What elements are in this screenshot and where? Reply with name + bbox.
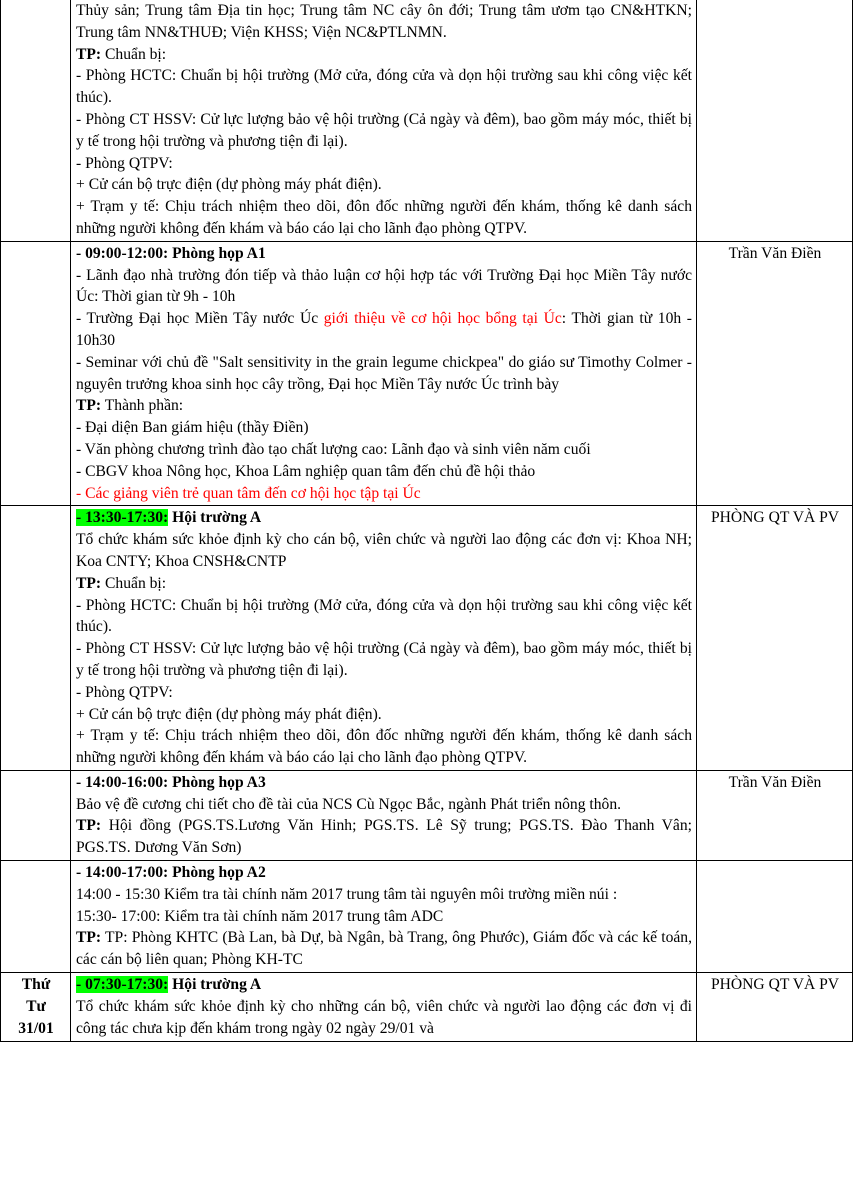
task-qtpv-medical: + Trạm y tế: Chịu trách nhiệm theo dõi, đôn đốc những người đến khám, thống kê danh sách những người không đến khám và báo cáo lại cho lãnh đạo phòng QTPV. xyxy=(76,198,692,237)
day-cell xyxy=(1,973,71,1042)
task-qtpv: - Phòng QTPV: xyxy=(76,154,173,172)
event-description: Bảo vệ đề cương chi tiết cho đề tài của NCS Cù Ngọc Bắc, ngành Phát triển nông thôn. xyxy=(76,795,622,813)
event-line: - Lãnh đạo nhà trường đón tiếp và thảo luận cơ hội hợp tác với Trường Đại học Miền Tây nước Úc: Thời gian từ 9h - 10h xyxy=(76,266,692,306)
tp-line xyxy=(76,573,692,595)
tp-text: Thành phần: xyxy=(101,397,184,415)
highlight-red-text: giới thiệu về cơ hội học bổng tại Úc xyxy=(323,310,562,328)
event-heading: - 14:00-16:00: Phòng họp A3 xyxy=(76,773,266,791)
tp-line xyxy=(76,395,692,417)
event-line: - Seminar với chủ đề "Salt sensitivity in the grain legume chickpea" do giáo sư Timothy Colmer - nguyên trưởng khoa sinh học cây trồng, Đại học Miền Tây nước Úc trình bày xyxy=(76,353,692,393)
day-cell xyxy=(1,0,71,241)
day-name: Thứ xyxy=(21,976,51,994)
participant-dash: - xyxy=(76,484,86,502)
content-cell xyxy=(71,241,697,506)
tp-text: Chuẩn bị: xyxy=(101,45,167,63)
tp-text: Hội đồng (PGS.TS.Lương Văn Hinh; PGS.TS. Lê Sỹ trung; PGS.TS. Đào Thanh Vân; PGS.TS. Dương Văn Sơn) xyxy=(76,817,692,857)
tp-label: TP: xyxy=(76,929,102,947)
host-cell: PHÒNG QT VÀ PV xyxy=(697,973,853,1042)
task-cthssv: - Phòng CT HSSV: Cử lực lượng bảo vệ hội trường (Cả ngày và đêm), bao gồm máy móc, thiết bị y tế trong hội trường và phương tiện đi lại). xyxy=(76,640,692,679)
event-place: Hội trường A xyxy=(168,509,262,527)
content-cell xyxy=(71,861,697,973)
tp-label: TP: xyxy=(76,397,102,415)
participant-line: - Văn phòng chương trình đào tạo chất lượng cao: Lãnh đạo và sinh viên năm cuối xyxy=(76,440,591,458)
tp-line xyxy=(76,44,692,66)
day-cell xyxy=(1,861,71,973)
tp-line xyxy=(76,927,692,971)
event-description: Tổ chức khám sức khỏe định kỳ cho những cán bộ, viên chức và người lao động các đơn vị đi công tác chưa kịp đến khám trong ngày 02 ngày 29/01 và xyxy=(76,997,692,1037)
tp-text: Chuẩn bị: xyxy=(101,574,167,592)
host-cell: Trần Văn Điền xyxy=(697,241,853,506)
schedule-row xyxy=(1,770,853,860)
task-hctc: - Phòng HCTC: Chuẩn bị hội trường (Mở cửa, đóng cửa và dọn hội trường sau khi công việc kết thúc). xyxy=(76,596,692,636)
content-cell xyxy=(71,770,697,860)
event-time-highlight: - 07:30-17:30: xyxy=(76,976,169,994)
tp-label: TP: xyxy=(76,574,102,592)
participant-line: - CBGV khoa Nông học, Khoa Lâm nghiệp quan tâm đến chủ đề hội thảo xyxy=(76,462,536,480)
event-line: 14:00 - 15:30 Kiểm tra tài chính năm 2017 trung tâm tài nguyên môi trường miền núi : xyxy=(76,885,618,903)
event-place: Hội trường A xyxy=(168,976,262,994)
event-heading xyxy=(76,507,692,529)
participant-line: - Đại diện Ban giám hiệu (thầy Điền) xyxy=(76,419,309,437)
tp-line xyxy=(76,815,692,859)
event-heading: - 14:00-17:00: Phòng họp A2 xyxy=(76,864,266,882)
participant-line xyxy=(76,483,692,505)
tp-label: TP: xyxy=(76,817,102,835)
schedule-row xyxy=(1,861,853,973)
content-cell xyxy=(71,0,697,241)
event-heading xyxy=(76,974,692,996)
schedule-row xyxy=(1,506,853,771)
day-date: 31/01 xyxy=(18,1020,54,1038)
task-qtpv: - Phòng QTPV: xyxy=(76,683,173,701)
schedule-row xyxy=(1,241,853,506)
host-cell xyxy=(697,0,853,241)
task-qtpv-electric: + Cử cán bộ trực điện (dự phòng máy phát điện). xyxy=(76,705,382,723)
highlight-red-text: Các giảng viên trẻ quan tâm đến cơ hội học tập tại Úc xyxy=(85,484,421,502)
event-description: Tổ chức khám sức khỏe định kỳ cho cán bộ, viên chức và người lao động các đơn vị: Khoa NH; Koa CNTY; Khoa CNSH&CNTP xyxy=(76,531,692,570)
task-qtpv-medical: + Trạm y tế: Chịu trách nhiệm theo dõi, đôn đốc những người đến khám, thống kê danh sách những người không đến khám và báo cáo lại cho lãnh đạo phòng QTPV. xyxy=(76,727,692,767)
day-cell xyxy=(1,770,71,860)
event-time-highlight: - 13:30-17:30: xyxy=(76,509,169,527)
tp-text: TP: Phòng KHTC (Bà Lan, bà Dự, bà Ngân, bà Trang, ông Phước), Giám đốc và các kế toán, các cán bộ liên quan; Phòng KH-TC xyxy=(76,929,692,969)
host-cell: Trần Văn Điền xyxy=(697,770,853,860)
content-cell xyxy=(71,973,697,1042)
event-line-text: - Trường Đại học Miền Tây nước Úc xyxy=(76,310,324,328)
day-cell xyxy=(1,241,71,506)
task-cthssv: - Phòng CT HSSV: Cử lực lượng bảo vệ hội trường (Cả ngày và đêm), bao gồm máy móc, thiết bị y tế trong hội trường và phương tiện đi lại). xyxy=(76,110,692,150)
tp-label: TP: xyxy=(76,45,102,63)
host-cell: PHÒNG QT VÀ PV xyxy=(697,506,853,771)
task-qtpv-electric: + Cử cán bộ trực điện (dự phòng máy phát điện). xyxy=(76,176,382,194)
task-hctc: - Phòng HCTC: Chuẩn bị hội trường (Mở cửa, đóng cửa và dọn hội trường sau khi công việc kết thúc). xyxy=(76,67,692,107)
schedule-row xyxy=(1,973,853,1042)
day-name: Tư xyxy=(26,998,46,1016)
host-cell xyxy=(697,861,853,973)
continued-text: Thủy sản; Trung tâm Địa tin học; Trung tâm NC cây ôn đới; Trung tâm ươm tạo CN&HTKN; Trung tâm NN&THUĐ; Viện KHSS; Viện NC&PTLNMN. xyxy=(76,2,692,41)
event-line xyxy=(76,308,692,352)
event-line: 15:30- 17:00: Kiểm tra tài chính năm 2017 trung tâm ADC xyxy=(76,907,444,925)
event-line-text: : Thời gian từ 10h - 10h30 xyxy=(76,310,692,349)
schedule-row xyxy=(1,0,853,241)
content-cell xyxy=(71,506,697,771)
day-cell xyxy=(1,506,71,771)
event-heading: - 09:00-12:00: Phòng họp A1 xyxy=(76,244,266,262)
